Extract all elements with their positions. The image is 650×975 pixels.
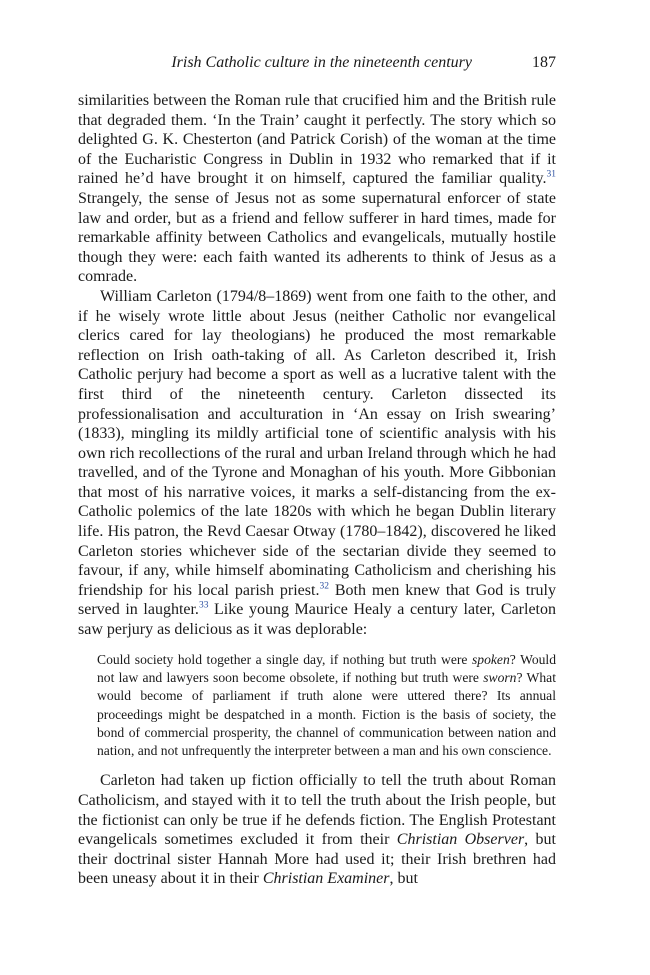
text-run: William Carleton (1794/8–1869) went from one faith to the other, and if he wisely wrote little about Jesus (neither Catholic nor evangelical clerics cared for lay theologians) he produced the most remarkable reflection on Irish oath-taking of all. As Carleton described it, Irish Catholic perjury had become a sport as well as a lucrative talent with the first third of the nineteenth century. Carleton dissected its professionalisation and acculturation in ‘An essay on Irish swearing’ (1833), mingling its mildly artificial tone of scientific analysis with his own rich recollections of the rural and urban Ireland through which he had travelled, and of the Tyrone and Monaghan of his youth. More Gibbonian that most of his narrative voices, it marks a self-distancing from the ex-Catholic polemics of the late 1820s with which he began Dublin literary life. His patron, the Revd Caesar Otway (1780–1842), discovered he liked Carleton stories whichever side of the sectarian divide they seemed to favour, if any, while himself abominating Catholicism and cherishing his friendship for his local parish priest. [78, 287, 556, 599]
italic-text: sworn [483, 669, 517, 685]
text-run: ? Would not law and lawyers soon become obsolete, if nothing but truth were [97, 651, 556, 685]
italic-text: Christian Observer [396, 831, 525, 849]
italic-text: Christian Examiner [262, 870, 390, 888]
page-number: 187 [532, 54, 556, 71]
text-run: Both men knew that God is truly served in laughter. [78, 581, 556, 619]
text-run: , but [389, 870, 418, 888]
text-run: ? What would become of parliament if truth alone were uttered there? Its annual proceedings might be despatched in a month. Fiction is the basis of society, the bond of commercial prosperity, the channel of communication between nation and nation, and not unfrequently the interpreter between a man and his own conscience. [97, 669, 556, 759]
running-header [78, 54, 556, 76]
text-run: Could society hold together a single day, if nothing but truth were [97, 651, 472, 667]
text-run: Carleton had taken up fiction officially to tell the truth about Roman Catholicism, and stayed with it to tell the truth about the Irish people, but the fictionist can only be true if he defends fiction. The English Protestant evangelicals sometimes excluded it from their [78, 772, 556, 849]
text-run: Strangely, the sense of Jesus not as some supernatural enforcer of state law and order, but as a friend and fellow sufferer in hard times, made for remarkable affinity between Catholics and evangelicals, mutually hostile though they were: each faith wanted its adherents to think of Jesus as a comrade. [78, 189, 556, 286]
block-quote-carleton [97, 651, 556, 761]
italic-text: spoken [472, 651, 510, 667]
text-run: , but their doctrinal sister Hannah More had used it; their Irish brethren had been uneasy about it in their [78, 831, 556, 888]
body-text [78, 91, 556, 889]
text-run: similarities between the Roman rule that crucified him and the British rule that degraded them. ‘In the Train’ caught it perfectly. The story which so delighted G. K. Chesterton (and Patrick Corish) of the woman at the time of the Eucharistic Congress in Dublin in 1932 who remarked that if it rained he’d have brought it on himself, captured the familiar quality. [78, 92, 556, 188]
footnote-ref: 31 [546, 170, 556, 181]
running-title: Irish Catholic culture in the nineteenth century [171, 54, 472, 71]
text-run: Like young Maurice Healy a century later, Carleton saw perjury as delicious as it was deplorable: [78, 601, 556, 639]
footnote-ref: 33 [198, 601, 209, 612]
paragraph-fiction [78, 771, 556, 889]
paragraph-carleton [78, 287, 556, 640]
footnote-ref: 32 [319, 581, 329, 592]
paragraph-opening [78, 91, 556, 287]
